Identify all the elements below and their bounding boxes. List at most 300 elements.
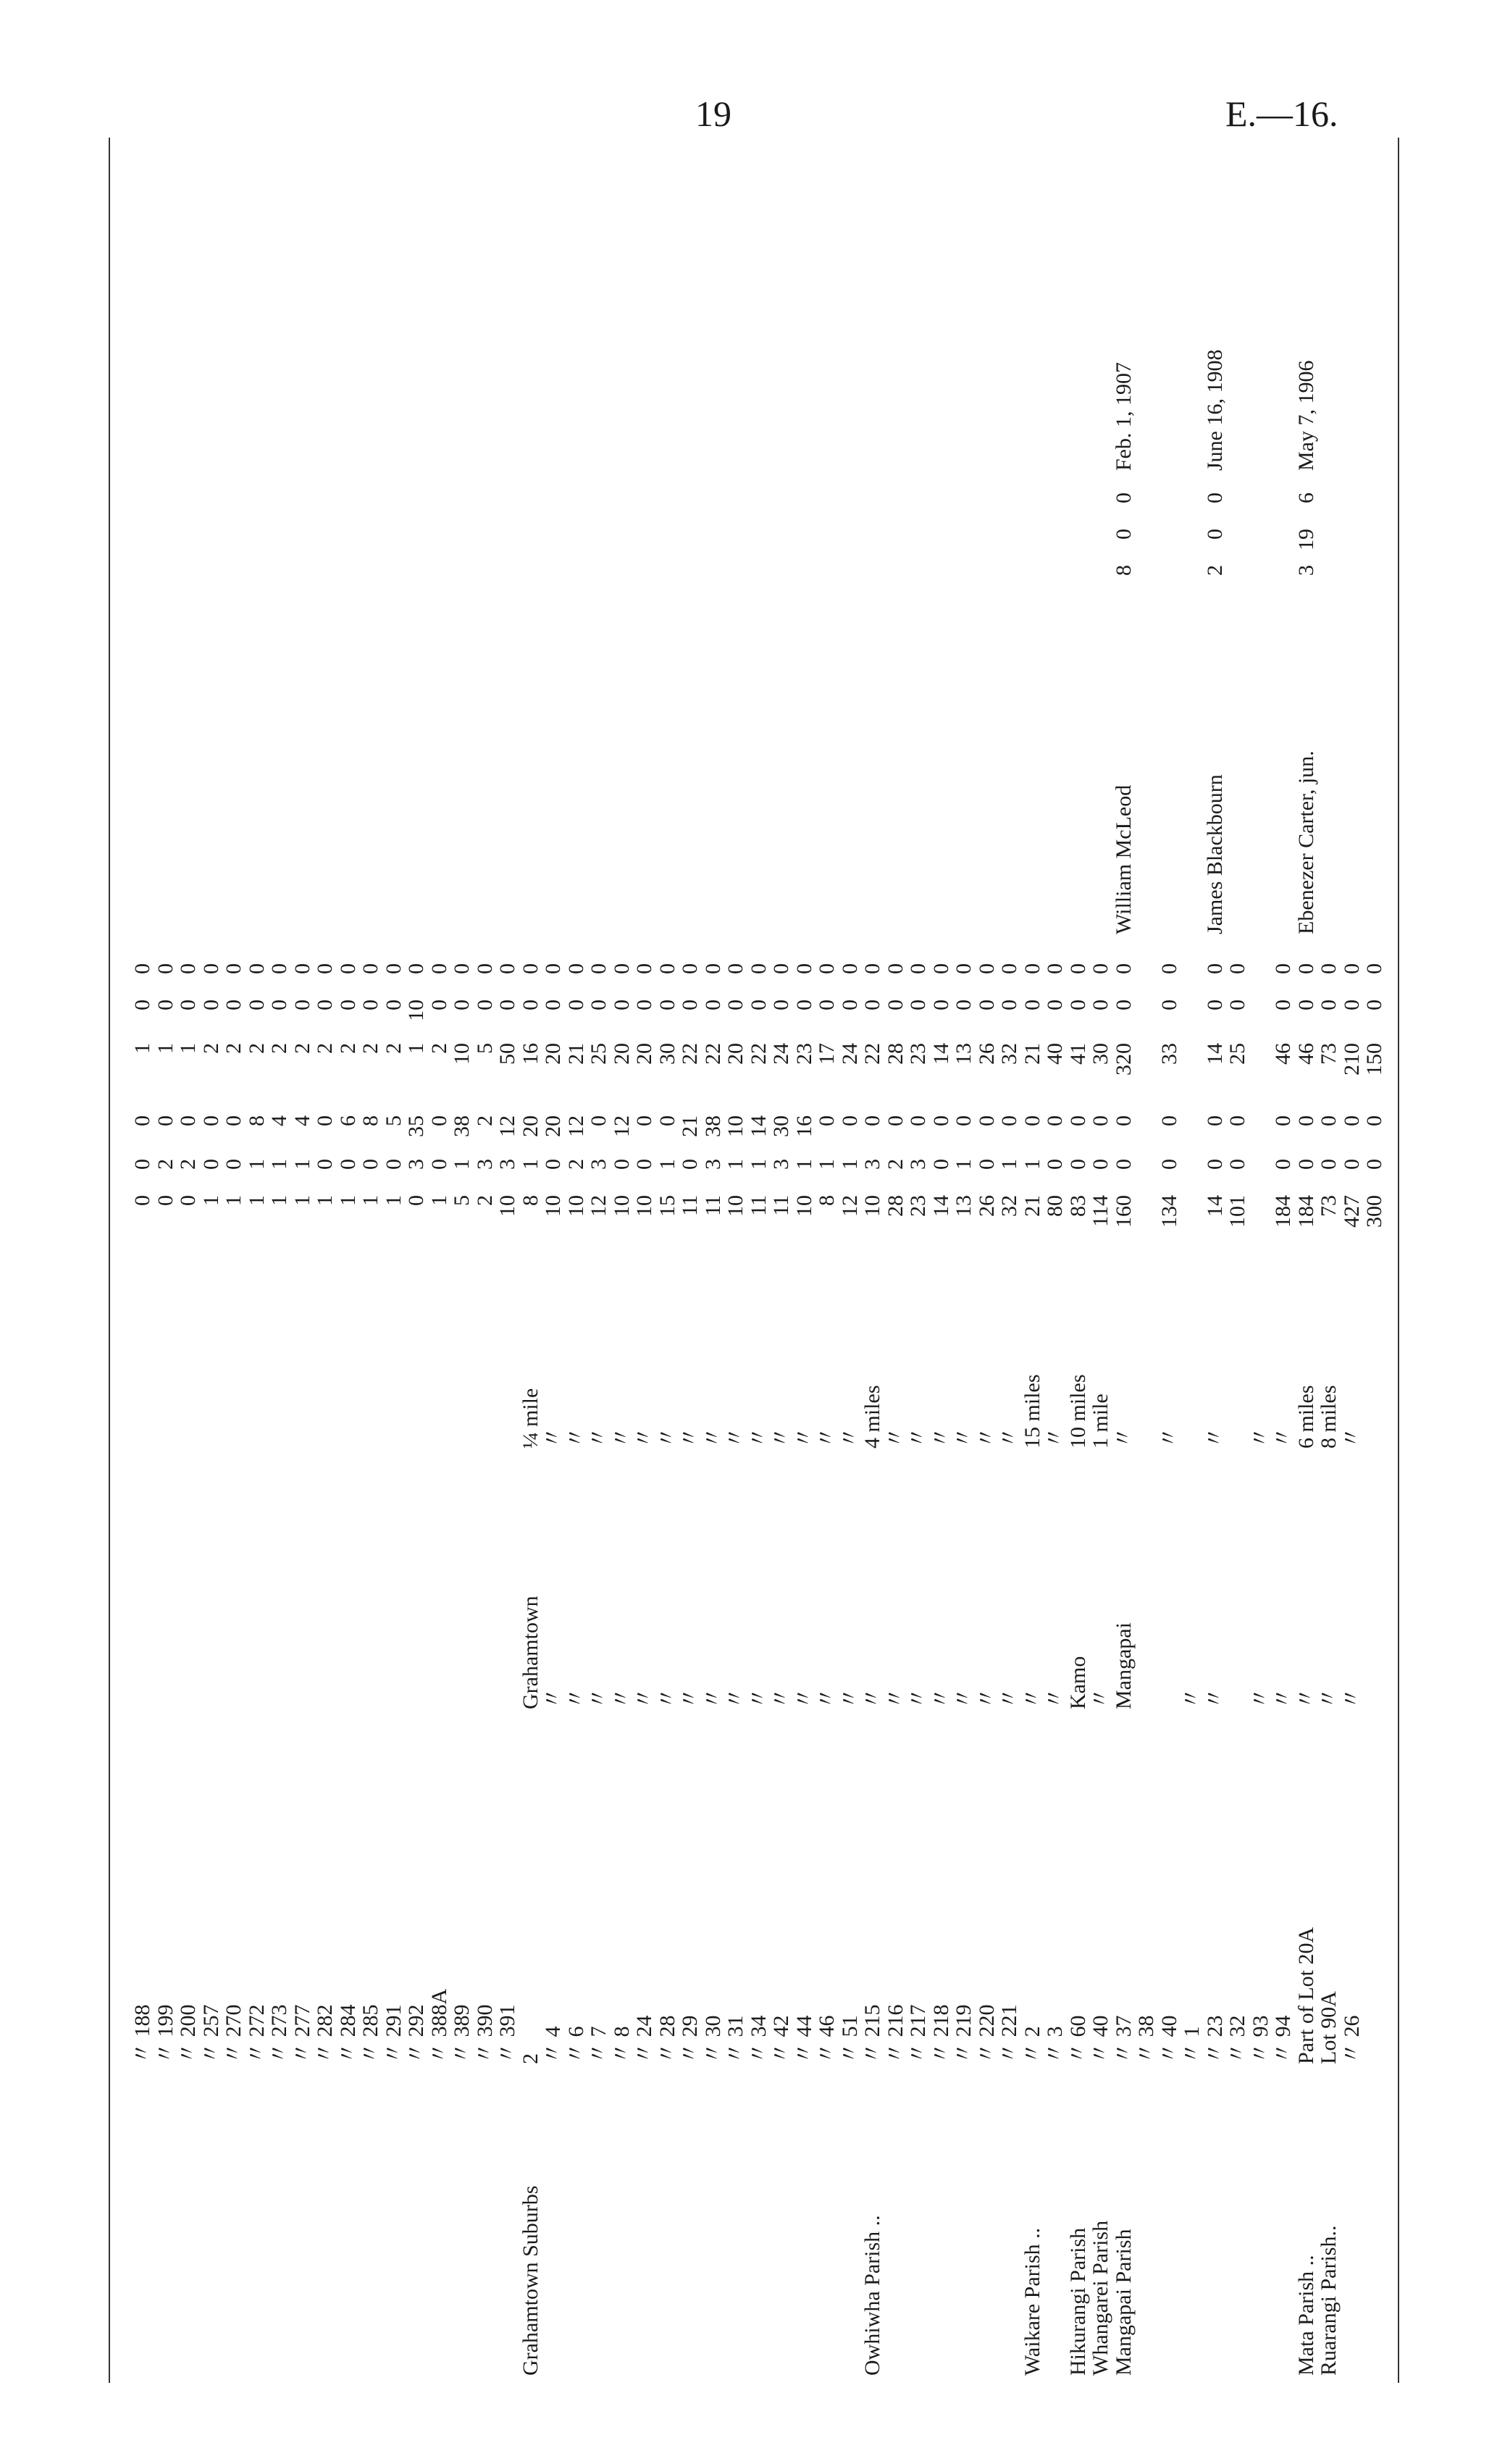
cell-a1: 5: [450, 1195, 474, 1206]
cell-a3: 5: [381, 1115, 406, 1126]
cell-lot: 〃 389: [450, 2004, 474, 2064]
cell-lot: 〃 4: [541, 2026, 565, 2064]
table-row: [884, 138, 908, 2383]
cell-v2: 0: [883, 1000, 907, 1010]
cell-place: 〃: [1043, 1688, 1067, 1709]
cell-parish: Waikare Parish ..: [1020, 2227, 1044, 2376]
cell-a3: 0: [655, 1115, 679, 1126]
cell-a1: 10: [609, 1195, 634, 1217]
cell-a3: 0: [1089, 1115, 1112, 1126]
cell-a3: 0: [587, 1115, 611, 1126]
cell-v2: 0: [1293, 1000, 1318, 1010]
table-row: [997, 138, 1022, 2383]
cell-lot: 〃 292: [404, 2004, 428, 2064]
table-row: [747, 138, 771, 2383]
cell-distance: 1 mile: [1089, 1394, 1112, 1449]
table-row: [815, 138, 839, 2383]
cell-distance: 〃: [952, 1427, 976, 1449]
cell-place: 〃: [974, 1688, 999, 1709]
cell-lot: 〃 60: [1065, 2015, 1090, 2064]
table-row: [1066, 138, 1091, 2383]
cell-v1: 16: [518, 1043, 542, 1065]
cell-a3: 8: [244, 1115, 269, 1126]
cell-place: Grahamtown: [518, 1596, 542, 1709]
cell-lot: 〃 23: [1202, 2015, 1227, 2064]
cell-v3: 0: [700, 963, 725, 974]
table-row: [838, 138, 863, 2383]
cell-distance: 〃: [1157, 1427, 1181, 1449]
cell-v1: 20: [609, 1043, 634, 1065]
cell-v2: 0: [837, 1000, 862, 1010]
cell-v3: 0: [1089, 963, 1112, 974]
cell-a3: 0: [1339, 1115, 1364, 1126]
table-row: [1340, 138, 1364, 2383]
cell-lot: 〃 94: [1271, 2015, 1295, 2064]
cell-v3: 0: [541, 963, 565, 974]
cell-v1: 25: [587, 1043, 611, 1065]
cell-lot: 〃 285: [358, 2004, 382, 2064]
cell-lot: 〃 51: [837, 2015, 862, 2064]
cell-a2: 0: [1202, 1159, 1227, 1170]
cell-distance: 〃: [1111, 1427, 1136, 1449]
cell-v2: 0: [450, 1000, 474, 1010]
cell-v1: 13: [952, 1043, 976, 1065]
cell-a3: 0: [1020, 1115, 1044, 1126]
cell-distance: 〃: [1248, 1427, 1272, 1449]
cell-place: 〃: [906, 1688, 930, 1709]
cell-a1: 21: [1020, 1195, 1044, 1217]
table-row: [495, 138, 520, 2383]
cell-date: Feb. 1, 1907: [1111, 362, 1136, 471]
cell-v3: 0: [906, 963, 930, 974]
cell-v2: 0: [518, 1000, 542, 1010]
cell-v2: 0: [290, 1000, 314, 1010]
cell-distance: 〃: [974, 1427, 999, 1449]
cell-a2: 0: [928, 1159, 953, 1170]
table-row: [1157, 138, 1182, 2383]
cell-a3: 35: [404, 1115, 428, 1137]
cell-place: 〃: [724, 1688, 747, 1709]
cell-place: 〃: [655, 1688, 679, 1709]
cell-v1: 150: [1362, 1043, 1386, 1076]
cell-a3: 0: [1362, 1115, 1386, 1126]
cell-v2: 0: [655, 1000, 679, 1010]
cell-a3: 0: [837, 1115, 862, 1126]
table-row: [1020, 138, 1045, 2383]
cell-distance: 〃: [609, 1427, 634, 1449]
cell-place: 〃: [1317, 1688, 1341, 1709]
cell-v1: 5: [472, 1043, 497, 1054]
cell-distance: 〃: [769, 1427, 793, 1449]
cell-distance: 〃: [655, 1427, 679, 1449]
cell-distance: 10 miles: [1065, 1374, 1090, 1449]
cell-v2: 0: [1089, 1000, 1112, 1010]
cell-v2: 0: [1111, 1000, 1136, 1010]
cell-a3: 0: [1202, 1115, 1227, 1126]
cell-place: 〃: [1293, 1688, 1318, 1709]
table-row: [130, 138, 155, 2383]
cell-a2: 0: [1157, 1159, 1181, 1170]
cell-a3: 0: [974, 1115, 999, 1126]
cell-place: 〃: [1089, 1688, 1112, 1709]
cell-a1: 80: [1043, 1195, 1067, 1217]
cell-place: 〃: [1339, 1688, 1364, 1709]
cell-a1: 10: [632, 1195, 656, 1217]
cell-v1: 24: [769, 1043, 793, 1065]
cell-v2: 0: [952, 1000, 976, 1010]
table-row: [1180, 138, 1204, 2383]
cell-v1: 14: [928, 1043, 953, 1065]
cell-a2: 0: [222, 1159, 246, 1170]
cell-lot: 〃 6: [563, 2026, 588, 2064]
cell-place: 〃: [769, 1688, 793, 1709]
table-row: [701, 138, 726, 2383]
table-row: [1112, 138, 1136, 2383]
cell-v3: 0: [198, 963, 223, 974]
cell-a3: 14: [746, 1115, 771, 1137]
cell-v1: 40: [1043, 1043, 1067, 1065]
cell-a3: 0: [176, 1115, 200, 1126]
cell-a3: 0: [997, 1115, 1021, 1126]
cell-lot: 2: [518, 2053, 542, 2064]
cell-place: 〃: [883, 1688, 907, 1709]
cell-v1: 2: [244, 1043, 269, 1054]
cell-lot: 〃 388A: [427, 1988, 451, 2064]
cell-parish: Hikurangi Parish: [1065, 2227, 1090, 2376]
cell-a2: 0: [609, 1159, 634, 1170]
cell-lot: 〃 221: [997, 2004, 1021, 2064]
cell-v3: 0: [792, 963, 816, 974]
cell-place: 〃: [541, 1688, 565, 1709]
cell-v3: 0: [563, 963, 588, 974]
cell-a1: 160: [1111, 1195, 1136, 1228]
cell-a2: 1: [290, 1159, 314, 1170]
cell-v1: 46: [1293, 1043, 1318, 1065]
cell-v3: 0: [335, 963, 360, 974]
cell-place: 〃: [792, 1688, 816, 1709]
cell-v1: 46: [1271, 1043, 1295, 1065]
cell-place: 〃: [587, 1688, 611, 1709]
table-row: [655, 138, 680, 2383]
cell-a2: 1: [518, 1159, 542, 1170]
cell-distance: 〃: [906, 1427, 930, 1449]
cell-lot: 〃 29: [678, 2015, 702, 2064]
cell-v3: 0: [358, 963, 382, 974]
cell-a3: 0: [153, 1115, 177, 1126]
cell-a1: 184: [1293, 1195, 1318, 1228]
cell-v3: 0: [1362, 963, 1386, 974]
cell-v3: 0: [952, 963, 976, 974]
cell-v3: 0: [678, 963, 702, 974]
cell-a3: 0: [222, 1115, 246, 1126]
cell-a2: 0: [1065, 1159, 1090, 1170]
cell-lot: 〃 215: [860, 2004, 884, 2064]
cell-distance: 〃: [1339, 1427, 1364, 1449]
cell-lot: Lot 90A: [1317, 1991, 1341, 2064]
cell-v3: 0: [837, 963, 862, 974]
cell-v3: 0: [655, 963, 679, 974]
cell-a3: 30: [769, 1115, 793, 1137]
cell-a1: 1: [427, 1195, 451, 1206]
cell-distance: ¼ mile: [518, 1388, 542, 1449]
cell-lot: 〃 31: [724, 2015, 747, 2064]
cell-a2: 0: [1293, 1159, 1318, 1170]
cell-v3: 0: [518, 963, 542, 974]
cell-date: June 16, 1908: [1202, 349, 1227, 471]
cell-place: Kamo: [1065, 1656, 1090, 1709]
cell-r2: 0: [1202, 529, 1227, 540]
cell-a3: 4: [267, 1115, 291, 1126]
cell-v2: 0: [1202, 1000, 1227, 1010]
cell-lot: 〃 44: [792, 2015, 816, 2064]
cell-distance: 8 miles: [1317, 1385, 1341, 1449]
cell-distance: 〃: [678, 1427, 702, 1449]
cell-v1: 22: [746, 1043, 771, 1065]
cell-a2: 0: [1043, 1159, 1067, 1170]
cell-a3: 0: [632, 1115, 656, 1126]
cell-lot: 〃 40: [1089, 2015, 1112, 2064]
cell-v1: 23: [906, 1043, 930, 1065]
cell-v1: 20: [541, 1043, 565, 1065]
cell-v1: 1: [404, 1043, 428, 1054]
cell-a3: 6: [335, 1115, 360, 1126]
cell-distance: 〃: [724, 1427, 747, 1449]
cell-v2: 0: [1225, 1000, 1249, 1010]
cell-a1: 14: [928, 1195, 953, 1217]
cell-a3: 0: [1293, 1115, 1318, 1126]
table-row: [1134, 138, 1159, 2383]
cell-a1: 73: [1317, 1195, 1341, 1217]
cell-a2: 0: [313, 1159, 337, 1170]
cell-v3: 0: [1317, 963, 1341, 974]
cell-v3: 0: [815, 963, 839, 974]
cell-v1: 30: [1089, 1043, 1112, 1065]
cell-a1: 32: [997, 1195, 1021, 1217]
cell-a1: 8: [815, 1195, 839, 1206]
cell-lot: 〃 38: [1134, 2015, 1158, 2064]
cell-v2: 0: [541, 1000, 565, 1010]
cell-v2: 0: [244, 1000, 269, 1010]
cell-distance: 〃: [541, 1427, 565, 1449]
cell-v1: 33: [1157, 1043, 1181, 1065]
cell-v2: 0: [1065, 1000, 1090, 1010]
cell-parish: Mata Parish ..: [1293, 2255, 1318, 2376]
cell-a3: 0: [928, 1115, 953, 1126]
cell-v3: 0: [632, 963, 656, 974]
cell-v2: 0: [313, 1000, 337, 1010]
cell-a3: 38: [450, 1115, 474, 1137]
cell-r1: 2: [1202, 565, 1227, 576]
cell-place: 〃: [837, 1688, 862, 1709]
table-row: [1317, 138, 1341, 2383]
cell-a2: 0: [1339, 1159, 1364, 1170]
table-row: [564, 138, 589, 2383]
cell-place: 〃: [860, 1688, 884, 1709]
cell-v2: 0: [1317, 1000, 1341, 1010]
cell-a3: 0: [1111, 1115, 1136, 1126]
cell-lot: 〃 34: [746, 2015, 771, 2064]
cell-v3: 0: [1157, 963, 1181, 974]
cell-lot: 〃 277: [290, 2004, 314, 2064]
cell-v3: 0: [883, 963, 907, 974]
table-row: [541, 138, 566, 2383]
cell-parish: Whangarei Parish: [1089, 2220, 1112, 2376]
cell-place: 〃: [1202, 1688, 1227, 1709]
cell-v3: 0: [153, 963, 177, 974]
cell-a3: 0: [883, 1115, 907, 1126]
table-row: [929, 138, 954, 2383]
cell-a1: 13: [952, 1195, 976, 1217]
cell-a1: 101: [1225, 1195, 1249, 1228]
cell-a1: 0: [153, 1195, 177, 1206]
cell-a2: 0: [427, 1159, 451, 1170]
cell-a1: 1: [267, 1195, 291, 1206]
cell-v3: 0: [1271, 963, 1295, 974]
cell-v2: 0: [1362, 1000, 1386, 1010]
cell-a2: 0: [541, 1159, 565, 1170]
cell-place: 〃: [952, 1688, 976, 1709]
cell-distance: 〃: [1202, 1427, 1227, 1449]
cell-v1: 10: [450, 1043, 474, 1065]
cell-a3: 0: [952, 1115, 976, 1126]
cell-a2: 1: [724, 1159, 747, 1170]
cell-v1: 22: [700, 1043, 725, 1065]
cell-a3: 12: [609, 1115, 634, 1137]
table-row: [404, 138, 429, 2383]
cell-v3: 0: [472, 963, 497, 974]
cell-a3: 0: [427, 1115, 451, 1126]
cell-v3: 0: [860, 963, 884, 974]
cell-a3: 0: [1157, 1115, 1181, 1126]
cell-a2: 0: [130, 1159, 154, 1170]
cell-v2: 0: [609, 1000, 634, 1010]
cell-v1: 73: [1317, 1043, 1341, 1065]
cell-lot: 〃 390: [472, 2004, 497, 2064]
cell-lot: 〃 93: [1248, 2015, 1272, 2064]
cell-v2: 0: [860, 1000, 884, 1010]
cell-a2: 0: [632, 1159, 656, 1170]
table-row: [245, 138, 269, 2383]
cell-v1: 2: [358, 1043, 382, 1054]
document-id: E.—16.: [1225, 93, 1338, 134]
cell-v1: 41: [1065, 1043, 1090, 1065]
cell-v3: 0: [381, 963, 406, 974]
table-row: [1294, 138, 1319, 2383]
table-row: [1271, 138, 1296, 2383]
cell-v2: 0: [495, 1000, 519, 1010]
table-row: [1249, 138, 1273, 2383]
cell-v3: 0: [587, 963, 611, 974]
cell-distance: 〃: [883, 1427, 907, 1449]
cell-a1: 134: [1157, 1195, 1181, 1228]
cell-v1: 2: [381, 1043, 406, 1054]
cell-a1: 10: [495, 1195, 519, 1217]
cell-v1: 26: [974, 1043, 999, 1065]
cell-v2: 0: [472, 1000, 497, 1010]
cell-v1: 2: [222, 1043, 246, 1054]
cell-a3: 20: [541, 1115, 565, 1137]
table-row: [1362, 138, 1387, 2383]
cell-v2: 0: [724, 1000, 747, 1010]
cell-v1: 2: [290, 1043, 314, 1054]
cell-a1: 1: [198, 1195, 223, 1206]
cell-a2: 1: [952, 1159, 976, 1170]
cell-v1: 17: [815, 1043, 839, 1065]
cell-v2: 0: [1339, 1000, 1364, 1010]
cell-a1: 11: [769, 1195, 793, 1216]
cell-v2: 0: [335, 1000, 360, 1010]
cell-a3: 4: [290, 1115, 314, 1126]
table-row: [860, 138, 885, 2383]
cell-lot: 〃 273: [267, 2004, 291, 2064]
cell-a3: 0: [313, 1115, 337, 1126]
table-row: [1043, 138, 1068, 2383]
page-number: 19: [695, 93, 731, 134]
cell-v3: 0: [1202, 963, 1227, 974]
cell-v3: 0: [313, 963, 337, 974]
cell-v2: 0: [928, 1000, 953, 1010]
table-row: [358, 138, 383, 2383]
cell-lot: 〃 28: [655, 2015, 679, 2064]
cell-v1: 1: [153, 1043, 177, 1054]
cell-v3: 0: [290, 963, 314, 974]
cell-lessee: William McLeod: [1111, 784, 1136, 934]
cell-a1: 12: [587, 1195, 611, 1217]
cell-a2: 1: [792, 1159, 816, 1170]
cell-v3: 0: [495, 963, 519, 974]
cell-lot: 〃 37: [1111, 2015, 1136, 2064]
cell-a3: 0: [815, 1115, 839, 1126]
cell-distance: 〃: [587, 1427, 611, 1449]
cell-lessee: Ebenezer Carter, jun.: [1293, 750, 1318, 934]
cell-lot: 〃 26: [1339, 2015, 1364, 2064]
cell-v1: 50: [495, 1043, 519, 1065]
cell-v2: 0: [563, 1000, 588, 1010]
cell-a2: 0: [381, 1159, 406, 1170]
cell-v1: 2: [198, 1043, 223, 1054]
cell-v2: 0: [267, 1000, 291, 1010]
cell-v3: 0: [176, 963, 200, 974]
cell-v3: 0: [997, 963, 1021, 974]
cell-r3: 0: [1202, 493, 1227, 503]
cell-place: 〃: [678, 1688, 702, 1709]
cell-lot: 〃 24: [632, 2015, 656, 2064]
cell-v1: 30: [655, 1043, 679, 1065]
cell-lot: 〃 3: [1043, 2026, 1067, 2064]
cell-v2: 0: [176, 1000, 200, 1010]
cell-a3: 8: [358, 1115, 382, 1126]
cell-v2: 0: [792, 1000, 816, 1010]
cell-lot: 〃 199: [153, 2004, 177, 2064]
cell-a3: 16: [792, 1115, 816, 1137]
cell-a3: 38: [700, 1115, 725, 1137]
cell-place: Mangapai: [1111, 1622, 1136, 1709]
cell-a3: 2: [472, 1115, 497, 1126]
cell-a3: 12: [495, 1115, 519, 1137]
cell-r3: 6: [1293, 493, 1318, 503]
cell-place: 〃: [815, 1688, 839, 1709]
cell-a2: 2: [153, 1159, 177, 1170]
cell-v2: 0: [1020, 1000, 1044, 1010]
cell-lot: 〃 282: [313, 2004, 337, 2064]
table-row: [678, 138, 703, 2383]
cell-a2: 3: [860, 1159, 884, 1170]
table-row: [724, 138, 748, 2383]
cell-a3: 12: [563, 1115, 588, 1137]
cell-lot: Part of Lot 20A: [1293, 1927, 1318, 2064]
cell-v3: 0: [1339, 963, 1364, 974]
cell-a1: 1: [222, 1195, 246, 1206]
